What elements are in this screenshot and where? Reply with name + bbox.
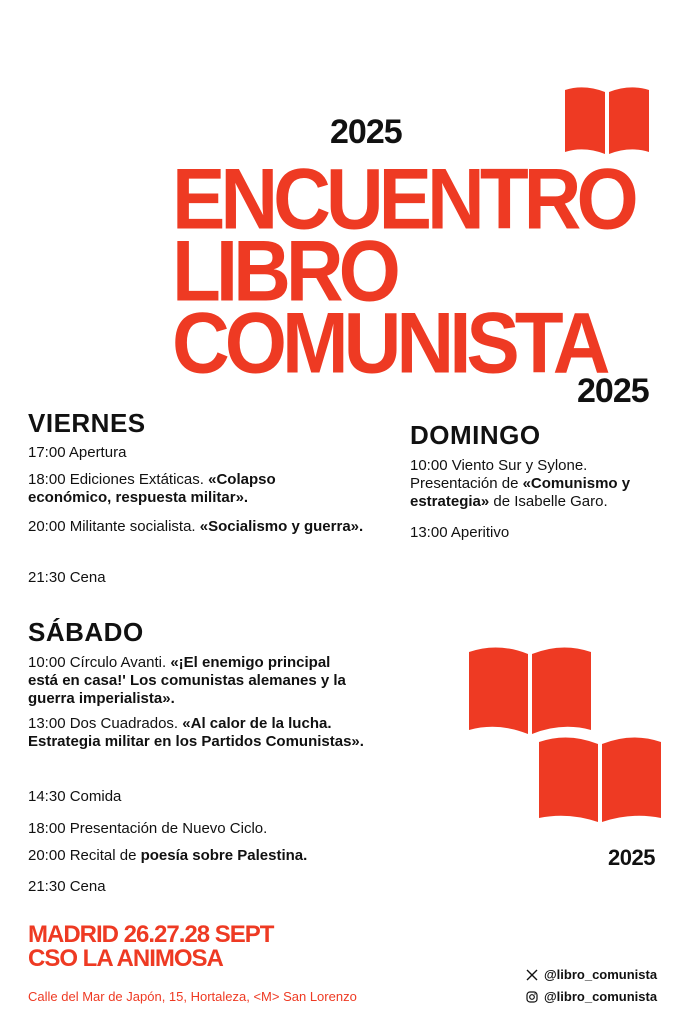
open-book-icon	[536, 732, 664, 824]
instagram-handle-text: @libro_comunista	[544, 989, 658, 1004]
twitter-handle-text: @libro_comunista	[544, 967, 658, 982]
event-sabado-2: 13:00 Dos Cuadrados. «Al calor de la lucha. Estrategia militar en los Partidos Comunistas».	[28, 715, 364, 750]
year-right: 2025	[577, 372, 649, 410]
day-title-sabado: SÁBADO	[28, 617, 144, 647]
instagram-icon	[526, 991, 538, 1003]
event-viernes-2: 18:00 Ediciones Extáticas. «Colapso económico, respuesta militar».	[28, 471, 276, 506]
title-line-2: LIBRO	[172, 222, 396, 319]
event-sabado-1: 10:00 Círculo Avanti. «¡El enemigo principal está en casa!' Los comunistas alemanes y la guerra imperialista».	[28, 654, 346, 707]
event-viernes-4: 21:30 Cena	[28, 569, 106, 586]
event-domingo-2: 13:00 Aperitivo	[410, 524, 510, 541]
day-title-domingo: DOMINGO	[410, 420, 541, 450]
event-domingo-1: 10:00 Viento Sur y Sylone. Presentación de «Comunismo y estrategia» de Isabelle Garo.	[410, 457, 631, 510]
city-dates: MADRID 26.27.28 SEPT	[28, 921, 274, 948]
twitter-handle[interactable]	[526, 967, 657, 982]
title-line-1: ENCUENTRO	[172, 150, 634, 247]
event-sabado-6: 21:30 Cena	[28, 878, 106, 895]
event-sabado-3: 14:30 Comida	[28, 788, 122, 805]
open-book-icon	[466, 642, 594, 736]
year-top: 2025	[330, 113, 402, 151]
x-logo-icon	[526, 969, 538, 981]
event-sabado-5: 20:00 Recital de poesía sobre Palestina.	[28, 847, 308, 864]
instagram-handle[interactable]	[526, 989, 657, 1004]
open-book-icon	[562, 84, 652, 156]
event-viernes-1: 17:00 Apertura	[28, 444, 127, 461]
title-line-3: COMUNISTA	[172, 294, 606, 391]
event-viernes-3: 20:00 Militante socialista. «Socialismo y guerra».	[28, 518, 364, 535]
event-sabado-4: 18:00 Presentación de Nuevo Ciclo.	[28, 820, 268, 837]
year-bottom: 2025	[608, 845, 655, 870]
venue-address: Calle del Mar de Japón, 15, Hortaleza, <M> San Lorenzo	[28, 989, 357, 1004]
venue-name: CSO LA ANIMOSA	[28, 945, 223, 972]
day-title-viernes: VIERNES	[28, 408, 146, 438]
